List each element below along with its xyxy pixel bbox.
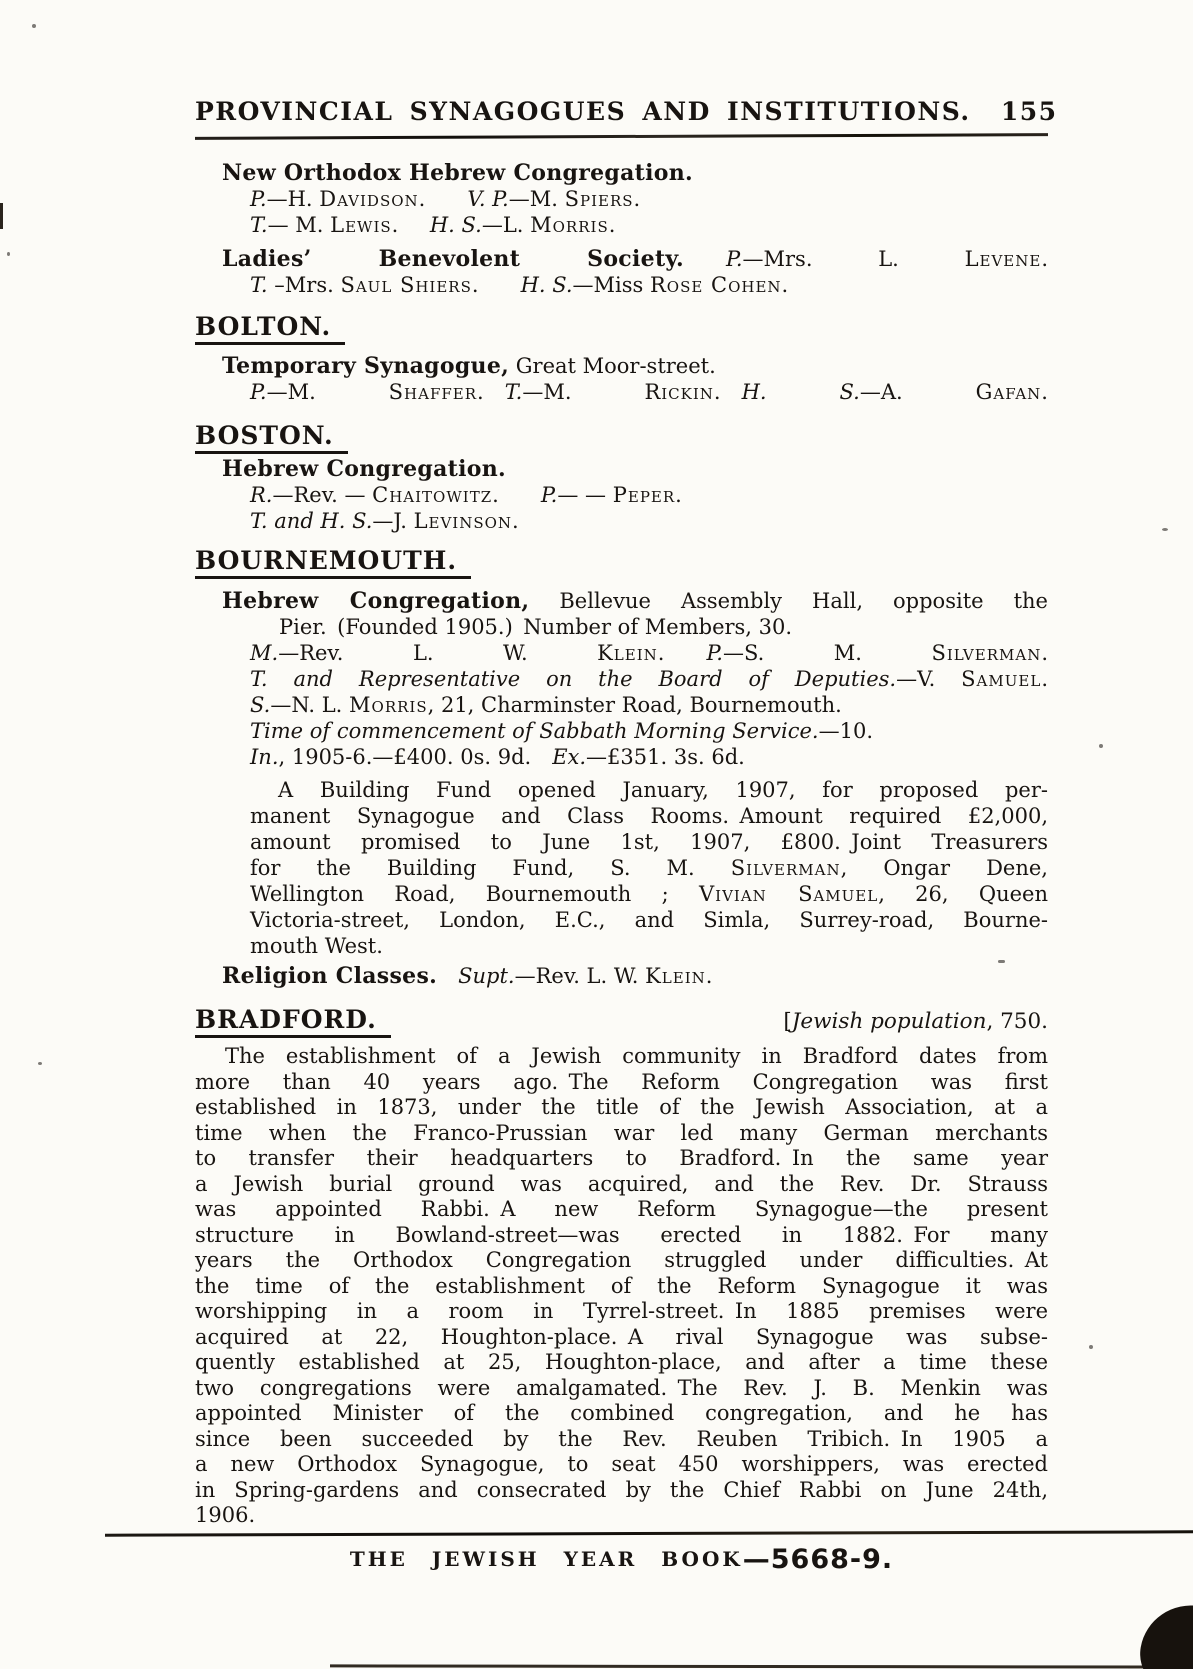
city-name: BOURNEMOUTH.: [195, 546, 471, 579]
officer-line: S.—N. L. Morris, 21, Charminster Road, Bournemouth.: [250, 693, 842, 717]
paragraph-line: time when the Franco-Prussian war led many German merchants: [195, 1120, 1048, 1145]
officer-line: T.— M. Lewis. H. S.—L. Morris.: [250, 213, 616, 237]
entry-heading-line: New Orthodox Hebrew Congregation.: [222, 160, 694, 186]
officer-line: P.—H. Davidson. V. P.—M. Spiers.: [250, 187, 641, 211]
scan-artifact: [1099, 744, 1103, 748]
paragraph: [250, 777, 1048, 959]
paragraph-line: more than 40 years ago. The Reform Congregation was first: [195, 1069, 1048, 1094]
city-heading: [195, 312, 1048, 345]
footer-text: THE JEWISH YEAR BOOK: [349, 1547, 743, 1571]
entry-heading-line: Temporary Synagogue, Great Moor-street.: [222, 353, 716, 379]
paragraph-line: The establishment of a Jewish community in Bradford dates from: [225, 1044, 1048, 1068]
city-heading: [195, 1005, 1048, 1038]
entry-heading-line: Hebrew Congregation.: [222, 456, 506, 482]
paragraph-line: structure in Bowland-street—was erected in 1882. For many: [195, 1222, 1048, 1247]
paragraph-line: acquired at 22, Houghton-place. A rival Synagogue was subse-: [195, 1324, 1048, 1349]
officer-line: Time of commencement of Sabbath Morning Service.—10.: [250, 719, 873, 743]
officer-line: T. and Representative on the Board of Deputies.—V. Samuel.: [250, 667, 1048, 691]
entry-heading-line: Religion Classes. Supt.—Rev. L. W. Klein.: [222, 963, 713, 989]
entry-heading-line: Ladies’ Benevolent Society. P.—Mrs. L. Levene.: [222, 246, 1049, 272]
paragraph-line: to transfer their headquarters to Bradford. In the same year: [195, 1146, 1048, 1170]
officer-line: T. –Mrs. Saul Shiers. H. S.—Miss Rose Cohen.: [250, 273, 789, 297]
running-header: [195, 97, 1058, 127]
officer-line: R.—Rev. — Chaitowitz. P.— — Peper.: [250, 483, 682, 507]
paragraph-line: since been succeeded by the Rev. Reuben Tribich. In 1905 a: [195, 1426, 1048, 1451]
city-heading: [195, 546, 1048, 579]
paragraph-line: mouth West.: [250, 934, 383, 958]
page-content: [195, 97, 1058, 1529]
paragraph-line: two congregations were amalgamated. The Rev. J. B. Menkin was: [195, 1375, 1048, 1400]
city-name: BOLTON.: [195, 312, 345, 345]
footer-edition-number: —5668-9.: [742, 1544, 894, 1575]
scan-artifact: [0, 203, 3, 229]
paragraph-line: a new Orthodox Synagogue, to seat 450 worshippers, was erected: [195, 1452, 1048, 1476]
scan-artifact: [1089, 1345, 1093, 1349]
officer-line: T. and H. S.—J. Levinson.: [250, 509, 519, 533]
scan-artifact: [1162, 528, 1168, 531]
paragraph-line: A Building Fund opened January, 1907, for proposed per-: [278, 778, 1048, 802]
paragraph-line: a Jewish burial ground was acquired, and the Rev. Dr. Strauss: [195, 1171, 1048, 1196]
paragraph-line: in Spring-gardens and consecrated by the Chief Rabbi on June 24th,: [195, 1477, 1048, 1502]
paragraph-line: Wellington Road, Bournemouth ; Vivian Samuel, 26, Queen: [250, 882, 1048, 906]
page-title: PROVINCIAL SYNAGOGUES AND INSTITUTIONS.: [195, 97, 971, 126]
officer-line: P.—M. Shaffer. T.—M. Rickin. H. S.—A. Gafan.: [250, 380, 1048, 404]
scan-artifact: [32, 24, 36, 28]
city-name: BRADFORD.: [195, 1005, 391, 1038]
paragraph-line: established in 1873, under the title of the Jewish Association, at a: [195, 1095, 1048, 1119]
scan-artifact: [7, 252, 10, 256]
header-rule: [195, 133, 1048, 140]
city-population-note: [Jewish population, 750.: [783, 1009, 1048, 1034]
scan-artifact: [38, 1062, 42, 1065]
page-number: 155: [1000, 97, 1058, 126]
officer-line: In., 1905-6.—£400. 0s. 9d. Ex.—£351. 3s. 6d.: [250, 745, 745, 769]
paragraph-line: years the Orthodox Congregation struggled under difficulties. At: [195, 1248, 1048, 1272]
scan-artifact: [998, 960, 1005, 963]
officer-line: M.—Rev. L. W. Klein. P.—S. M. Silverman.: [250, 641, 1049, 665]
footer-rule: [105, 1530, 1193, 1536]
paragraph-line: quently established at 25, Houghton-place, and after a time these: [195, 1350, 1048, 1374]
directory-blocks: [195, 160, 1048, 1529]
paragraph-line: amount promised to June 1st, 1907, £800. Joint Treasurers: [250, 830, 1048, 854]
paragraph-line: 1906.: [195, 1503, 256, 1527]
continuation-line: Pier. (Founded 1905.) Number of Members, 30.: [279, 615, 793, 639]
footer-imprint: [195, 1544, 1048, 1575]
city-heading: [195, 421, 1048, 454]
paragraph-line: for the Building Fund, S. M. Silverman, Ongar Dene,: [250, 856, 1048, 880]
paragraph-line: the time of the establishment of the Reform Synagogue it was: [195, 1273, 1048, 1298]
paragraph-line: worshipping in a room in Tyrrel-street. In 1885 premises were: [195, 1299, 1048, 1323]
paragraph-line: was appointed Rabbi. A new Reform Synagogue—the present: [195, 1197, 1048, 1221]
paragraph-line: manent Synagogue and Class Rooms. Amount required £2,000,: [250, 804, 1048, 828]
scan-page-edge: [330, 1664, 1193, 1668]
city-name: BOSTON.: [195, 421, 348, 454]
scan-corner-shadow: [1134, 1597, 1193, 1669]
paragraph-line: appointed Minister of the combined congregation, and he has: [195, 1401, 1048, 1425]
paragraph-line: Victoria-street, London, E.C., and Simla, Surrey-road, Bourne-: [250, 908, 1048, 932]
entry-heading-line: Hebrew Congregation, Bellevue Assembly Hall, opposite the: [222, 588, 1048, 614]
paragraph: [195, 1044, 1048, 1529]
